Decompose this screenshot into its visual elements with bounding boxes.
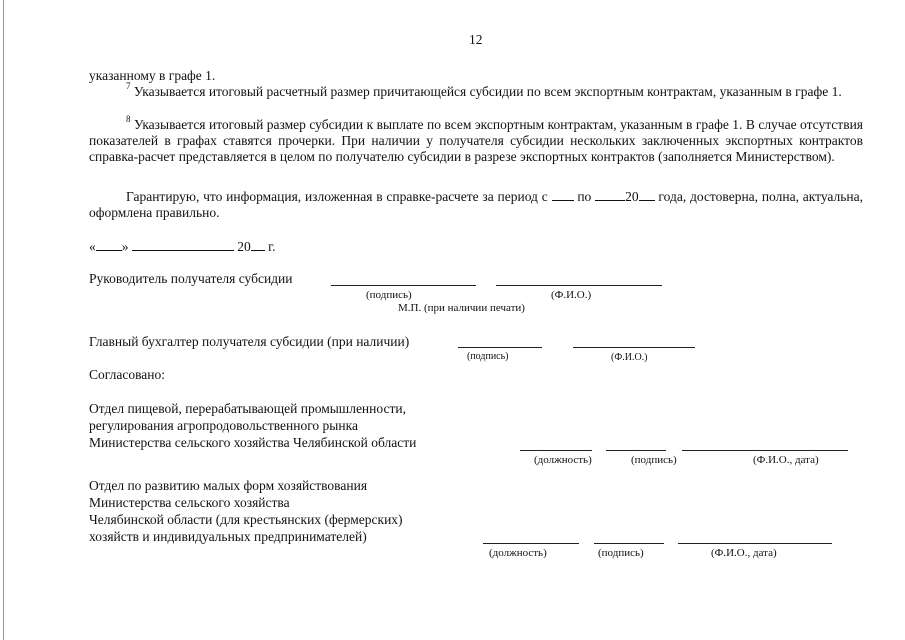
dept2-signature-caption: (подпись) bbox=[598, 547, 644, 559]
guarantee-text-4: года, достоверна, полна, актуальна, оформлена правильно. bbox=[89, 189, 864, 220]
agreed-heading: Согласовано: bbox=[89, 367, 165, 382]
dept2-position-caption: (должность) bbox=[489, 547, 547, 559]
quote-open: « bbox=[89, 239, 96, 254]
year-blank[interactable] bbox=[251, 238, 265, 251]
footnote-mark-7: 7 bbox=[126, 80, 131, 91]
head-name-line[interactable] bbox=[496, 285, 662, 286]
page-left-border bbox=[3, 0, 4, 640]
footnote-continuation: указанному в графе 1. bbox=[89, 68, 216, 83]
guarantee-text-1: Гарантирую, что информация, изложенная в справке-расчете за период с bbox=[126, 189, 548, 204]
head-signature-caption: (подпись) bbox=[366, 289, 412, 301]
dept2-signature-line[interactable] bbox=[594, 543, 664, 544]
year-prefix: 20 bbox=[237, 239, 251, 254]
period-from-blank[interactable] bbox=[552, 188, 574, 201]
footnote-8-text: Указывается итоговый размер субсидии к выплате по всем экспортным контрактам, указанным в графе 1. В случае отсутствия показателей в графах ставятся прочерки. При наличии у получателя субсидии нескольких заключенных экспортных контрактов справка-расчет представляется в целом по получателю субсидии в разрезе экспортных контрактов (заполняется Министерством). bbox=[89, 117, 864, 164]
accountant-name-caption: (Ф.И.О.) bbox=[611, 352, 648, 363]
dept1-signature-line[interactable] bbox=[606, 450, 666, 451]
dept1-line-1: Отдел пищевой, перерабатывающей промышленности, bbox=[89, 401, 406, 416]
accountant-label: Главный бухгалтер получателя субсидии (при наличии) bbox=[89, 334, 410, 349]
guarantee-year-prefix: 20 bbox=[625, 189, 639, 204]
dept1-line-3: Министерства сельского хозяйства Челябинской области bbox=[89, 435, 417, 450]
footnote-mark-8: 8 bbox=[126, 113, 131, 124]
guarantee-text-2: по bbox=[577, 189, 592, 204]
dept2-line-3: Челябинской области (для крестьянских (фермерских) bbox=[89, 512, 403, 527]
dept1-position-line[interactable] bbox=[520, 450, 592, 451]
dept2-name-date-caption: (Ф.И.О., дата) bbox=[711, 547, 777, 559]
dept1-signature-caption: (подпись) bbox=[631, 454, 677, 466]
head-label: Руководитель получателя субсидии bbox=[89, 271, 293, 286]
footnote-8 bbox=[89, 113, 864, 165]
guarantee-paragraph bbox=[89, 188, 863, 221]
footnote-7-text: Указывается итоговый расчетный размер причитающейся субсидии по всем экспортным контрактам, указанным в графе 1. bbox=[133, 84, 842, 99]
head-signature-line[interactable] bbox=[331, 285, 476, 286]
dept2-name-date-line[interactable] bbox=[678, 543, 832, 544]
accountant-signature-caption: (подпись) bbox=[467, 351, 509, 362]
accountant-signature-line[interactable] bbox=[458, 347, 542, 348]
date-line bbox=[89, 238, 276, 255]
head-name-caption: (Ф.И.О.) bbox=[551, 289, 592, 301]
dept2-line-4: хозяйств и индивидуальных предпринимателей) bbox=[89, 529, 367, 544]
dept1-position-caption: (должность) bbox=[534, 454, 592, 466]
dept2-line-2: Министерства сельского хозяйства bbox=[89, 495, 290, 510]
dept1-name-date-line[interactable] bbox=[682, 450, 848, 451]
footnote-7 bbox=[89, 80, 863, 100]
seal-caption: М.П. (при наличии печати) bbox=[398, 302, 525, 314]
period-to-blank[interactable] bbox=[595, 188, 625, 201]
accountant-name-line[interactable] bbox=[573, 347, 695, 348]
dept1-name-date-caption: (Ф.И.О., дата) bbox=[753, 454, 819, 466]
period-year-blank[interactable] bbox=[639, 188, 655, 201]
year-suffix: г. bbox=[268, 239, 276, 254]
dept2-line-1: Отдел по развитию малых форм хозяйствования bbox=[89, 478, 368, 493]
month-blank[interactable] bbox=[132, 238, 234, 251]
dept2-position-line[interactable] bbox=[483, 543, 579, 544]
dept1-line-2: регулирования агропродовольственного рынка bbox=[89, 418, 358, 433]
page-number: 12 bbox=[469, 32, 483, 47]
day-blank[interactable] bbox=[96, 238, 122, 251]
quote-close: » bbox=[121, 239, 129, 254]
